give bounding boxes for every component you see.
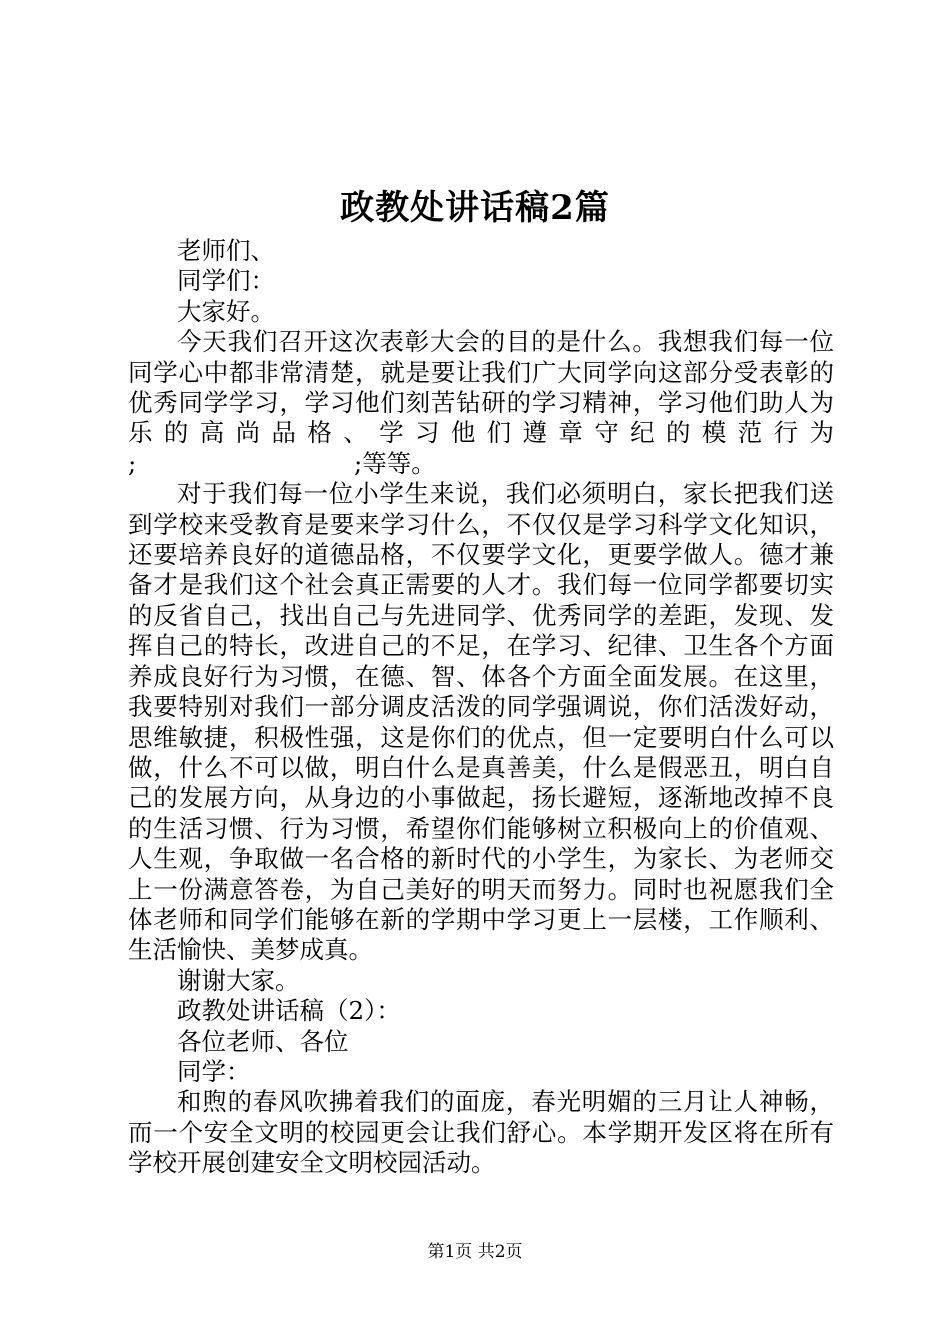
document-title: 政教处讲话稿2篇 xyxy=(340,188,610,228)
speech-2-salutation-teachers: 各位老师、各位 xyxy=(177,1026,349,1056)
speech-2-paragraph: 和煦的春风吹拂着我们的面庞，春光明媚的三月让人神畅，而一个安全文明的校园更会让我们舒心。本学期开发区将在所有学校开展创建安全文明校园活动。 xyxy=(128,1087,834,1178)
paragraph-main: 对于我们每一位小学生来说，我们必须明白，家长把我们送到学校来受教育是要来学习什么，不仅仅是学习科学文化知识，还要培养良好的道德品格，不仅要学文化，更要学做人。德才兼备才是我们这个社会真正需要的人才。我们每一位同学都要切实的反省自己，找出自己与先进同学、优秀同学的差距，发现、发挥自己的特长，改进自己的不足，在学习、纪律、卫生各个方面养成良好行为习惯，在德、智、体各个方面全面发展。在这里，我要特别对我们一部分调皮活泼的同学强调说，你们活泼好动，思维敏捷，积极性强，这是你们的优点，但一定要明白什么可以做，什么不可以做，明白什么是真善美，什么是假恶丑，明白自己的发展方向，从身边的小事做起，扬长避短，逐渐地改掉不良的生活习惯、行为习惯，希望你们能够树立积极向上的价值观、人生观，争取做一名合格的新时代的小学生，为家长、为老师交上一份满意答卷，为自己美好的明天而努力。同时也祝愿我们全体老师和同学们能够在新的学期中学习更上一层楼，工作顺利、生活愉快、美梦成真。 xyxy=(128,479,834,965)
speech-2-heading: 政教处讲话稿（2）： xyxy=(177,996,401,1026)
speech-2-salutation-students: 同学： xyxy=(177,1056,251,1086)
document-body xyxy=(128,236,834,1179)
paragraph-purpose: 今天我们召开这次表彰大会的目的是什么。我想我们每一位同学心中都非常清楚，就是要让我们广大同学向这部分受表彰的优秀同学学习，学习他们刻苦钻研的学习精神，学习他们助人为乐的高尚品格、学习他们遵章守纪的模范行为 xyxy=(128,327,834,448)
greeting: 大家好。 xyxy=(177,296,275,326)
thanks: 谢谢大家。 xyxy=(177,965,300,995)
salutation-students: 同学们： xyxy=(177,266,275,296)
page-number: 第1页 共2页 xyxy=(427,1242,523,1262)
paragraph-etc: ; ;等等。 xyxy=(128,448,436,478)
salutation-teachers: 老师们、 xyxy=(177,236,275,265)
